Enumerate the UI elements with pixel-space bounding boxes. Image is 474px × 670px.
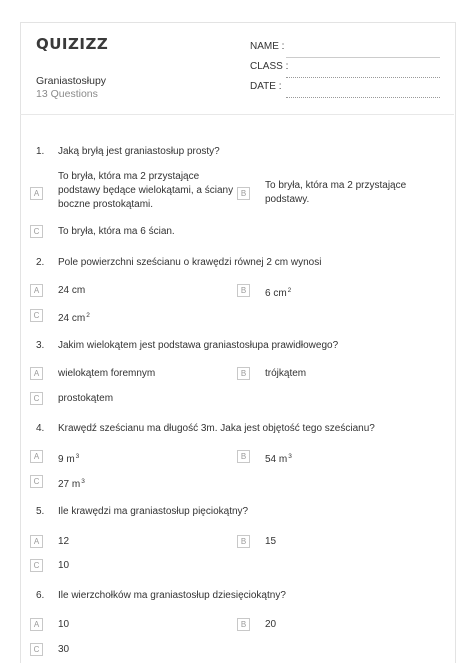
option-letter-box: C [30,392,43,405]
quiz-title: Graniastosłupy [36,75,107,87]
option-text: 24 cm [58,285,86,296]
date-field[interactable] [250,81,440,95]
option-text: 15 [265,536,277,547]
question-text: Ile wierzchołków ma graniastosłup dziesięciokątny? [58,590,286,601]
question-text: Pole powierzchni sześcianu o krawędzi równej 2 cm wynosi [58,257,322,268]
option-text: 54 $m^3$ [265,453,292,465]
option-letter-box: C [30,559,43,572]
option-letter-box: A [30,618,43,631]
option-text: prostokątem [58,393,114,404]
option-letter-box: A [30,284,43,297]
option-text: 30 [58,644,70,655]
question-number: 1. [36,146,45,157]
question-number: 3. [36,340,45,351]
option-text: To bryła, która ma 2 przystające podstawy będące wielokątami, a ściany boczne prostokątami. [58,171,234,210]
option-letter-box: C [30,225,43,238]
class-line [286,77,440,78]
option-text: 24 $cm^2$ [58,312,90,324]
option-letter-box: B [237,450,250,463]
option-letter-box: A [30,367,43,380]
question-count: 13 Questions [36,88,98,100]
question-text: Jaką bryłą jest graniastosłup prosty? [58,146,220,157]
option-letter-box: B [237,367,250,380]
option-letter-box: B [237,284,250,297]
option-letter-box: B [237,618,250,631]
question-text: Ile krawędzi ma graniastosłup pięciokątny? [58,506,249,517]
question-number: 4. [36,423,45,434]
class-label: CLASS : [250,61,289,72]
question-number: 6. [36,590,45,601]
option-letter-box: C [30,643,43,656]
option-text: 9 $m^3$ [58,453,80,465]
class-field[interactable] [250,61,440,75]
option-text: 12 [58,536,70,547]
option-text: To bryła, która ma 2 przystające podstawy. [265,180,407,205]
quizizz-logo: QUIZIZZ [36,35,109,53]
date-label: DATE : [250,81,282,92]
option-text: 27 $m^3$ [58,478,85,490]
option-text: wielokątem foremnym [58,368,156,379]
option-text: 20 [265,619,277,630]
name-line [286,57,440,58]
option-letter-box: B [237,535,250,548]
date-line [286,97,440,98]
question-text: Jakim wielokątem jest podstawa graniastosłupa prawidłowego? [58,340,339,351]
header-divider [20,114,454,115]
option-letter-box: A [30,187,43,200]
option-text: 10 [58,619,70,630]
option-letter-box: C [30,475,43,488]
option-letter-box: A [30,535,43,548]
option-letter-box: C [30,309,43,322]
option-letter-box: B [237,187,250,200]
question-number: 2. [36,257,45,268]
question-number: 5. [36,506,45,517]
option-text: trójkątem [265,368,307,379]
name-field[interactable] [250,41,440,55]
option-text: 10 [58,560,70,571]
option-letter-box: A [30,450,43,463]
option-text: To bryła, która ma 6 ścian. [58,226,175,237]
question-text: Krawędź sześcianu ma długość 3m. Jaka jest objętość tego sześcianu? [58,423,375,434]
name-label: NAME : [250,41,285,52]
option-text: 6 $cm^2$ [265,287,292,299]
